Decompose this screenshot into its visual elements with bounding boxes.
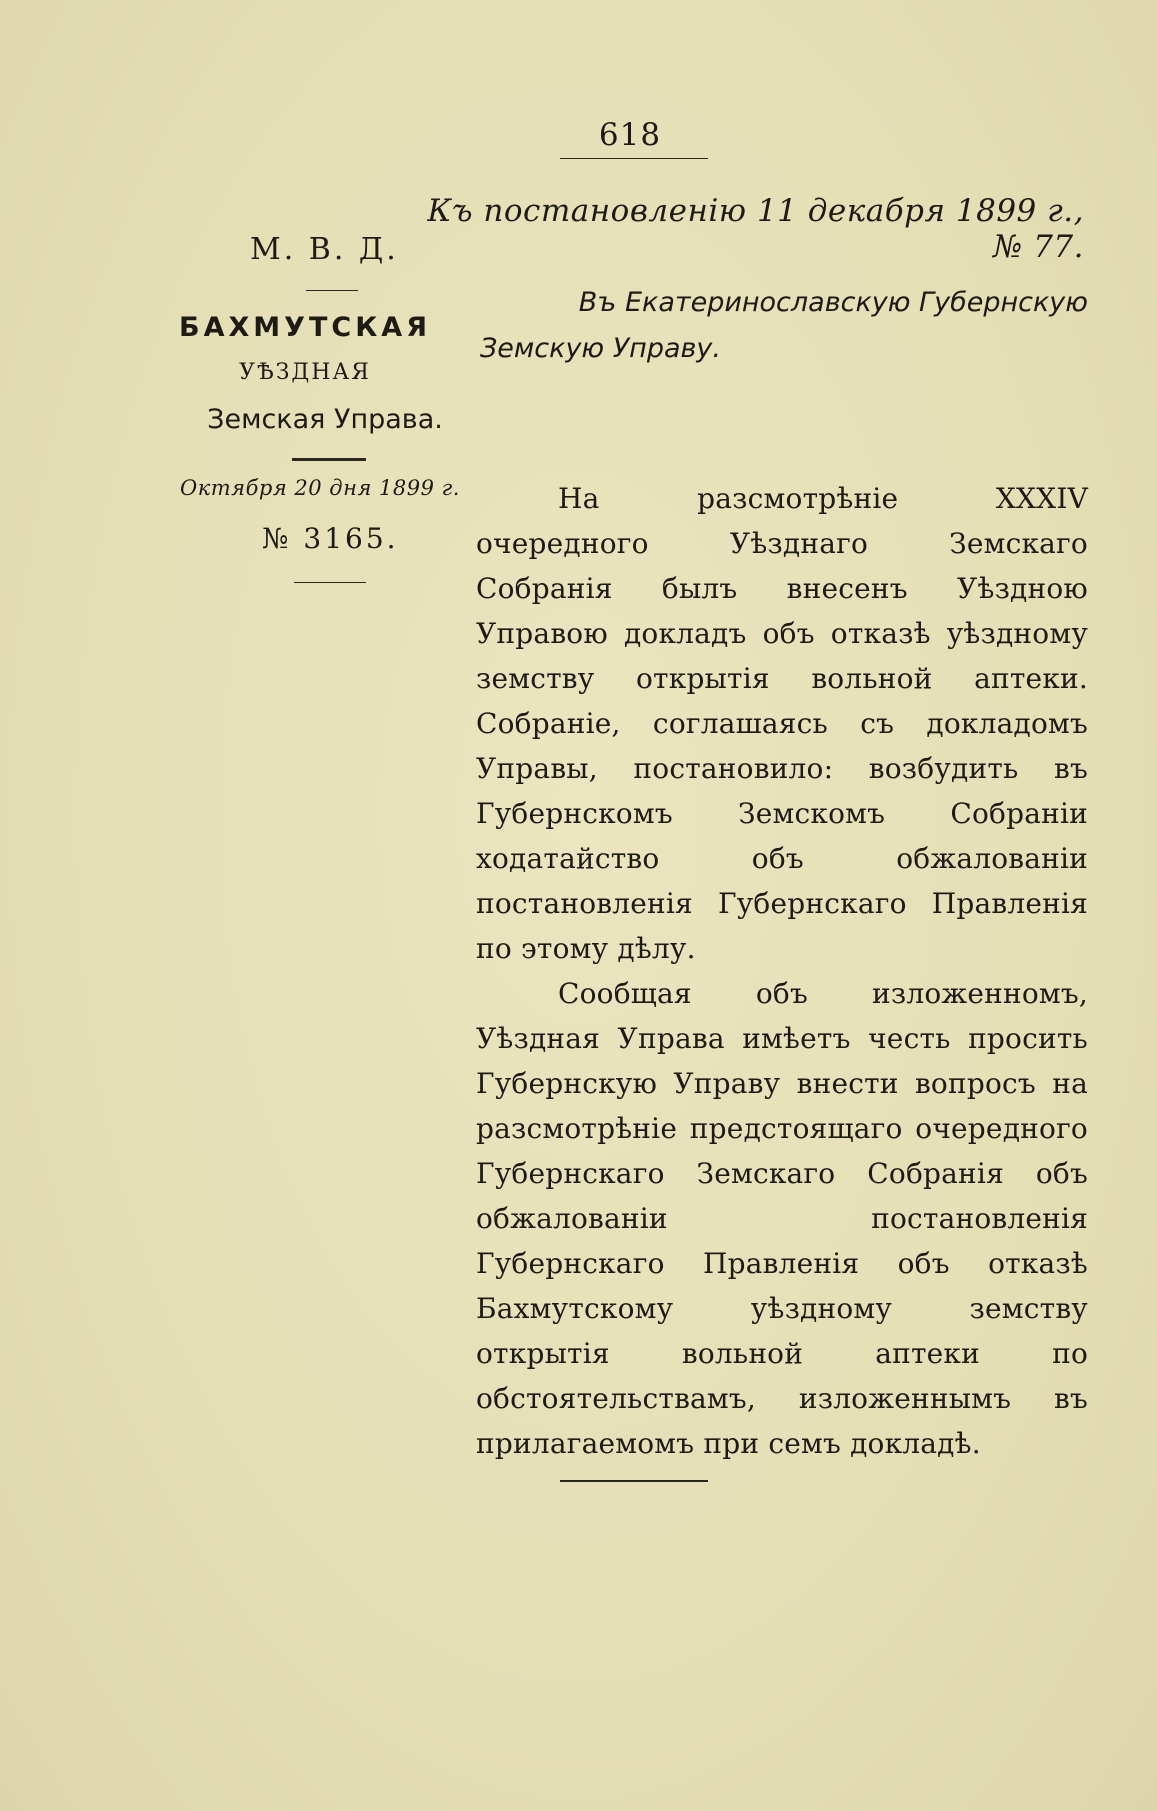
letter-body (476, 476, 1088, 1466)
header-rule (560, 158, 708, 159)
sender-org-type: УѢЗДНАЯ (239, 360, 371, 385)
number-divider (294, 582, 366, 583)
page-number: 618 (598, 117, 662, 153)
letter-number: № 3165. (262, 522, 399, 555)
sender-org-title: Земская Управа. (207, 404, 443, 435)
sender-divider (306, 290, 358, 291)
recipient-line-2: Земскую Управу. (480, 333, 721, 364)
letter-date: Октября 20 дня 1899 г. (180, 476, 460, 500)
sender-org-name: БАХМУТСКАЯ (179, 312, 431, 343)
sender-bold-divider (292, 458, 366, 461)
ministry-label: М. В. Д. (250, 232, 399, 267)
body-paragraph-1: На разсмотрѣніе XXXIV очередного Уѣзднаго Земскаго Собранія былъ внесенъ Уѣздною Управою докладъ объ отказѣ уѣздному земству открытія вольной аптеки. Собраніе, соглашаясь съ докладомъ Управы, постановило: возбудить въ Губернскомъ Земскомъ Собраніи ходатайство объ обжалованіи постановленія Губернскаго Правленія по этому дѣлу. (476, 482, 1088, 965)
end-rule (560, 1480, 708, 1482)
recipient-line-1: Въ Екатеринославскую Губернскую (578, 287, 1088, 318)
recipient-address (478, 280, 1088, 372)
body-paragraph-2: Сообщая объ изложенномъ, Уѣздная Управа имѣетъ честь просить Губернскую Управу внести вопросъ на разсмотрѣніе предстоящаго очередного Губернскаго Земскаго Собранія объ обжалованіи постановленія Губернскаго Правленія объ отказѣ Бахмутскому уѣздному земству открытія вольной аптеки по обстоятельствамъ, изложеннымъ въ прилагаемомъ при семъ докладѣ. (476, 977, 1088, 1460)
resolution-reference: Къ постановленію 11 декабря 1899 г., № 77. (427, 193, 1084, 265)
